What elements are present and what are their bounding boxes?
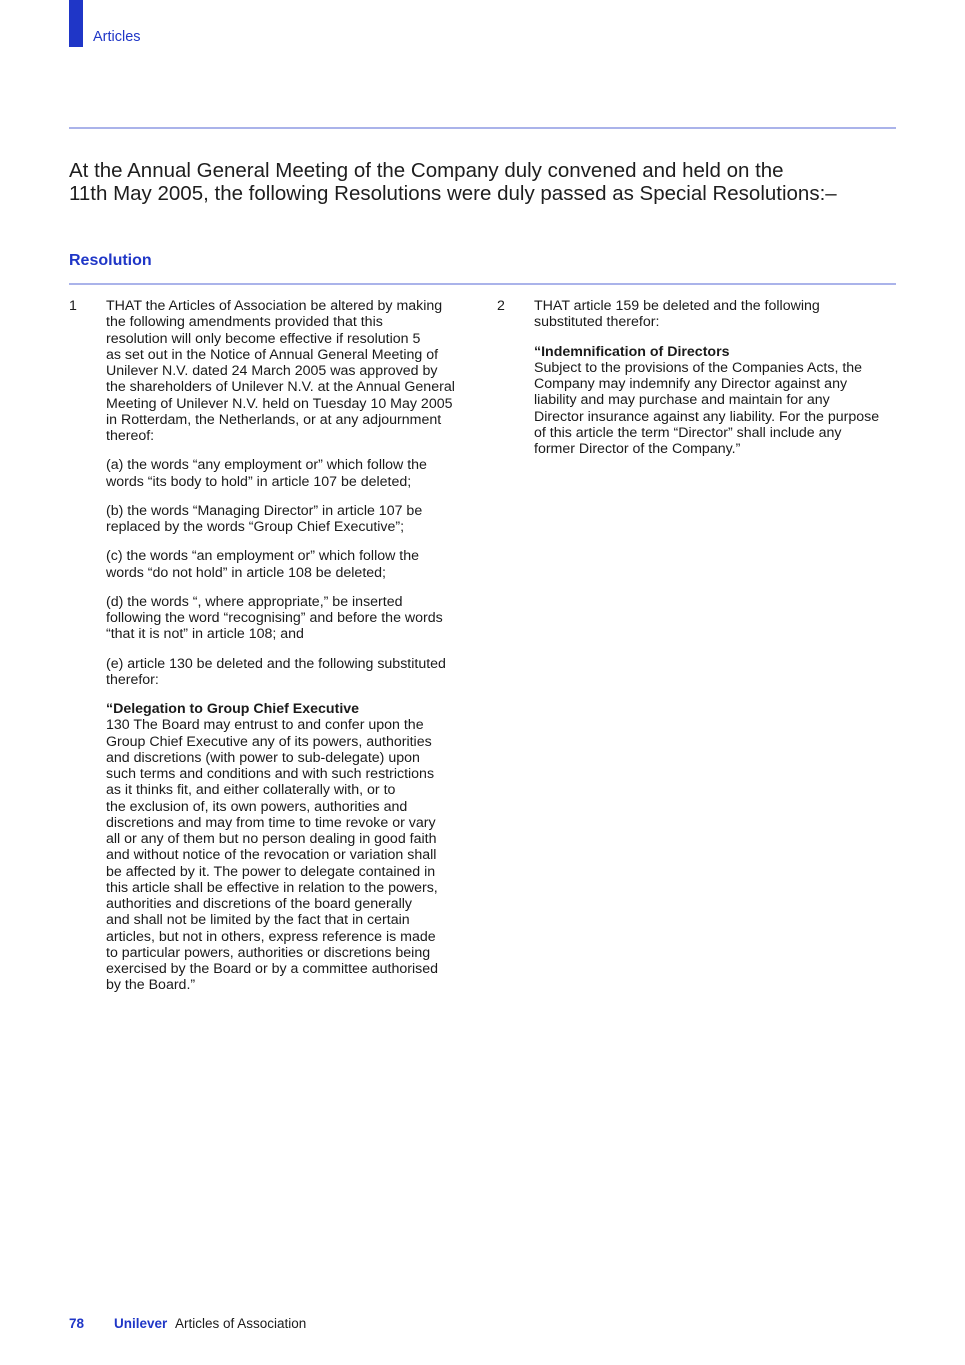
page-number: 78 <box>69 1316 85 1331</box>
section-label: Articles <box>93 29 141 45</box>
resolution-intro <box>106 298 474 444</box>
intro-line: 11th May 2005, the following Resolutions were duly passed as Special Resolutions:– <box>69 182 837 205</box>
text-line: Group Chief Executive any of its powers, authorities <box>106 733 432 750</box>
text-line: following the word “recognising” and before the words <box>106 610 443 626</box>
intro-line: At the Annual General Meeting of the Company duly convened and held on the <box>69 159 784 182</box>
text-line: be affected by it. The power to delegate contained in <box>106 863 436 880</box>
text-line: the exclusion of, its own powers, authorities and <box>106 798 408 815</box>
resolution-body <box>534 298 902 457</box>
text-line: as it thinks fit, and either collaterally with, or to <box>106 782 396 799</box>
text-line: (d) the words “, where appropriate,” be inserted <box>106 593 403 610</box>
delegation-article <box>106 701 474 994</box>
text-line: discretions and may from time to time revoke or vary <box>106 814 436 831</box>
resolution-1 <box>69 298 474 1007</box>
document-title: Articles of Association <box>175 1316 307 1331</box>
text-line: words “its body to hold” in article 107 be deleted; <box>106 473 412 490</box>
text-line: this article shall be effective in relation to the powers, <box>106 879 438 896</box>
text-line: replaced by the words “Group Chief Executive”; <box>106 519 405 535</box>
top-divider <box>69 127 896 129</box>
text-line: (b) the words “Managing Director” in article 107 be <box>106 502 423 519</box>
text-line: and without notice of the revocation or variation shall <box>106 847 437 864</box>
header-accent-bar <box>69 0 83 47</box>
text-line: the following amendments provided that this <box>106 314 383 331</box>
text-line: exercised by the Board or by a committee authorised <box>106 961 438 977</box>
resolution-2 <box>497 298 902 470</box>
text-line: therefor: <box>106 671 159 688</box>
amendment-a <box>106 457 474 490</box>
text-line: all or any of them but no person dealing in good faith <box>106 831 437 847</box>
text-line: substituted therefor: <box>534 314 660 331</box>
text-line: (a) the words “any employment or” which follow the <box>106 457 427 474</box>
text-line: the shareholders of Unilever N.V. at the Annual General <box>106 379 455 396</box>
text-line: and shall not be limited by the fact that in certain <box>106 912 410 929</box>
amendment-b <box>106 503 474 536</box>
text-line: resolution will only become effective if resolution 5 <box>106 330 421 347</box>
page-footer <box>69 1316 307 1331</box>
text-line: thereof: <box>106 428 155 444</box>
text-line: Subject to the provisions of the Companies Acts, the <box>534 359 863 376</box>
text-line: (e) article 130 be deleted and the following substituted <box>106 655 446 672</box>
resolution-intro <box>534 298 902 331</box>
text-line: 130 The Board may entrust to and confer upon the <box>106 717 424 734</box>
amendment-c <box>106 548 474 581</box>
text-line: Unilever N.V. dated 24 March 2005 was approved by <box>106 363 438 379</box>
text-line: THAT the Articles of Association be altered by making <box>106 298 443 314</box>
text-line: of this article the term “Director” shall include any <box>534 424 842 441</box>
amendment-e <box>106 656 474 689</box>
resolution-number: 1 <box>69 298 77 314</box>
text-line: articles, but not in others, express reference is made <box>106 928 436 945</box>
amendment-d <box>106 594 474 643</box>
text-line: by the Board.” <box>106 977 196 994</box>
section-heading: Resolution <box>69 252 152 269</box>
resolution-number: 2 <box>497 298 505 314</box>
indemnification-article <box>534 344 902 458</box>
brand-name: Unilever <box>114 1316 168 1331</box>
text-line: authorities and discretions of the board generally <box>106 896 413 912</box>
text-line: Director insurance against any liability. For the purpose <box>534 408 880 425</box>
article-title: “Delegation to Group Chief Executive <box>106 701 360 717</box>
text-line: words “do not hold” in article 108 be deleted; <box>106 564 386 581</box>
text-line: Company may indemnify any Director against any <box>534 376 848 392</box>
resolution-body <box>106 298 474 994</box>
text-line: in Rotterdam, the Netherlands, or at any adjournment <box>106 411 442 428</box>
text-line: “that it is not” in article 108; and <box>106 626 304 643</box>
text-line: as set out in the Notice of Annual General Meeting of <box>106 346 439 363</box>
text-line: (c) the words “an employment or” which follow the <box>106 548 420 565</box>
text-line: liability and may purchase and maintain for any <box>534 392 830 409</box>
heading-divider <box>69 283 896 285</box>
intro-statement <box>69 159 896 205</box>
article-title: “Indemnification of Directors <box>534 343 730 360</box>
text-line: Meeting of Unilever N.V. held on Tuesday 10 May 2005 <box>106 395 453 412</box>
text-line: to particular powers, authorities or discretions being <box>106 944 431 961</box>
text-line: and discretions (with power to sub-delegate) upon <box>106 749 420 766</box>
text-line: such terms and conditions and with such restrictions <box>106 766 435 782</box>
text-line: former Director of the Company.” <box>534 441 741 457</box>
text-line: THAT article 159 be deleted and the following <box>534 298 820 314</box>
